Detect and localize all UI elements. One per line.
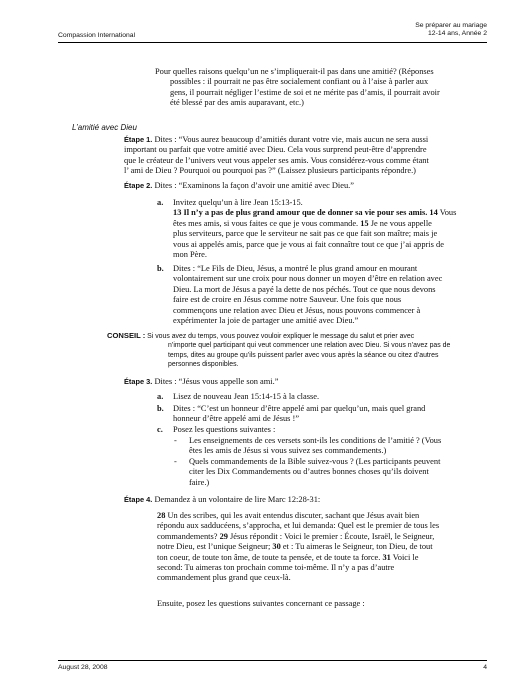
- step-3b: [173, 404, 425, 425]
- verse-number: 15: [360, 218, 369, 228]
- step-4-followup: Ensuite, posez les questions suivantes concernant ce passage :: [157, 599, 365, 608]
- step-1-line: que le créateur de l’univers veut vous appeler ses amis. Vous considérez-vous comme étant: [124, 155, 429, 165]
- step-4-label: Étape 4.: [124, 495, 153, 504]
- step-2b-line: Dites : “Le Fils de Dieu, Jésus, a montré le plus grand amour en mourant: [173, 264, 418, 273]
- scripture-text: répondu aux sadducéens, s’approcha, et lui demanda: Quel est le premier de tous les: [157, 521, 440, 531]
- scripture-text: Je ne vous appelle: [368, 218, 432, 228]
- page-number: 4: [483, 664, 487, 671]
- question-line: Quels commandements de la Bible suivez-vous ? (Les participants peuvent: [189, 457, 441, 466]
- header-title-line1: Se préparer au mariage: [415, 22, 487, 29]
- intro-line: Pour quelles raisons quelqu’un ne s’impliquerait-il pas dans une amitié? (Réponses: [155, 67, 434, 76]
- step-1: [124, 135, 429, 177]
- step-1-line: important ou parfait que votre amitié avec Dieu. Cela vous surprend peut-être d’apprendre: [124, 145, 427, 155]
- question-line: Les enseignements de ces versets sont-ils les conditions de l’amitié ? (Vous: [189, 436, 442, 445]
- step-3b-marker: b.: [157, 404, 164, 413]
- step-3b-line: Dites : “C’est un honneur d’être appelé ami par quelqu’un, mais quel grand: [173, 404, 426, 413]
- scripture-text: plus serviteurs, parce que le serviteur ne sait pas ce que fait son maître; mais je: [173, 229, 438, 239]
- question-line: êtes les amis de Jésus si vous suivez ses commandements.): [189, 446, 387, 456]
- intro-line: gens, il pourrait négliger l’estime de soi et ne mérite pas d’amis, il pourrait avoir: [170, 87, 440, 97]
- verse-number: 31: [382, 552, 391, 562]
- question-dash: -: [174, 457, 177, 466]
- scripture-text: Jésus répondit : Voici le premier : Écoute, Israël, le Seigneur,: [227, 531, 435, 541]
- step-4: [124, 495, 320, 505]
- step-2b-line: volontairement sur une croix pour nous donner un moyen d’être en relation avec: [173, 274, 443, 284]
- step-2b-line: Dieu. La mort de Jésus a payé la dette de nos péchés. Tout ce que nous devons: [173, 284, 436, 294]
- scripture-text: Voici le: [390, 552, 419, 562]
- step-2a-marker: a.: [157, 198, 164, 207]
- tip-line: n’importe quel participant qui veut commencer une relation avec Dieu. Si vous n’avez pas de: [168, 342, 451, 350]
- step-3a-marker: a.: [157, 392, 164, 401]
- header-org: Compassion International: [58, 32, 136, 39]
- step-1-label: Étape 1.: [124, 135, 153, 144]
- footer-rule: [58, 660, 487, 661]
- step-2: [124, 181, 354, 191]
- step-3: [124, 377, 278, 387]
- step-2b-line: faire est de croire en Jésus comme notre Sauveur. Une fois que nous: [173, 295, 402, 305]
- scripture-text: mon Père.: [173, 250, 207, 260]
- scripture-text: second: Tu aimeras ton prochain comme toi-même. Il n’y a pas d’autre: [157, 563, 395, 573]
- tip-label: CONSEIL :: [107, 331, 146, 340]
- step-2b-marker: b.: [157, 264, 164, 273]
- step-3b-line: honneur d’être appelé ami de Jésus !”: [173, 414, 300, 424]
- step-2a-text: Invitez quelqu’un à lire Jean 15:13-15.: [173, 198, 303, 207]
- step-3a-text: Lisez de nouveau Jean 15:14-15 à la classe.: [173, 392, 320, 401]
- step-2a: [173, 198, 456, 260]
- scripture-text: Un des scribes, qui les avait entendus discuter, sachant que Jésus avait bien: [165, 511, 420, 520]
- step-4-scripture: [157, 511, 439, 584]
- step-4-text: Demandez à un volontaire de lire Marc 12:28-31:: [152, 495, 321, 504]
- verse-number: 29: [219, 531, 228, 541]
- scripture-text: ton coeur, de toute ton âme, de toute ta pensée, et de toute ta force.: [157, 552, 383, 562]
- intro-line: été blessé par des amis auparavant, etc.): [170, 98, 304, 108]
- tip-line: Si vous avez du temps, vous pouvez vouloir expliquer le message du salut et prier avec: [145, 333, 415, 340]
- step-3c-marker: c.: [157, 425, 163, 434]
- scripture-text: et : Tu aimeras le Seigneur, ton Dieu, de tout: [280, 542, 433, 552]
- scripture-text: commandement plus grand que ceux-là.: [157, 573, 291, 583]
- question-line: citer les Dix Commandements ou d’autres bonnes choses qu’ils doivent: [189, 467, 429, 477]
- verse-number: 28: [157, 511, 166, 520]
- step-1-line: Dites : “Vous aurez beaucoup d’amitiés durant votre vie, mais aucun ne sera aussi: [152, 135, 429, 144]
- header-title: [415, 22, 487, 39]
- tip-line: personnes disponibles.: [168, 361, 239, 369]
- scripture-text: Vous: [437, 208, 457, 218]
- step-2-text: Dites : “Examinons la façon d’avoir une amitié avec Dieu.”: [152, 181, 354, 190]
- header-rule: [58, 42, 487, 43]
- step-2b-line: expérimenter la joie de partager une amitié avec Dieu.”: [173, 316, 359, 326]
- section-title: L’amitié avec Dieu: [72, 123, 137, 132]
- verse-number: 14: [429, 208, 438, 218]
- scripture-text: Il n’y a pas de plus grand amour que de donner sa vie pour ses amis.: [181, 208, 430, 218]
- scripture-text: notre Dieu, est l’unique Seigneur;: [157, 542, 273, 552]
- footer-date: August 28, 2008: [58, 664, 108, 671]
- question-line: faire.): [189, 477, 210, 487]
- scripture-text: êtes mes amis, si vous faites ce que je vous commande.: [173, 218, 361, 228]
- question-1: [189, 436, 441, 457]
- step-3c-text: Posez les questions suivantes :: [173, 425, 276, 434]
- scripture-text: vous ai appelés amis, parce que je vous ai fait connaître tout ce que j’ai appris de: [173, 239, 444, 249]
- step-3-label: Étape 3.: [124, 377, 153, 386]
- step-2b: [173, 264, 442, 326]
- verse-number: 13: [173, 208, 182, 218]
- tip-line: temps, dites au groupe qu’ils puissent parler avec vous après la séance ou citez d’autres: [168, 351, 439, 359]
- header-title-line2: 12-14 ans, Année 2: [428, 30, 487, 38]
- step-3-text: Dites : “Jésus vous appelle son ami.”: [152, 377, 279, 386]
- intro-paragraph: [155, 67, 440, 109]
- step-2b-line: commençons une relation avec Dieu et Jésus, nous pouvons commencer à: [173, 305, 421, 315]
- intro-line: possibles : il pourrait ne pas être socialement confiant ou à l’aise à parler aux: [170, 77, 429, 87]
- step-1-line: l’ ami de Dieu ? Pourquoi ou pourquoi pas ?” (Laissez plusieurs participants répondre.): [124, 166, 416, 176]
- scripture-text: commandements?: [157, 531, 220, 541]
- question-dash: -: [174, 436, 177, 445]
- question-2: [189, 457, 440, 488]
- step-2-label: Étape 2.: [124, 181, 153, 190]
- verse-number: 30: [272, 542, 281, 552]
- tip-box: [107, 331, 450, 370]
